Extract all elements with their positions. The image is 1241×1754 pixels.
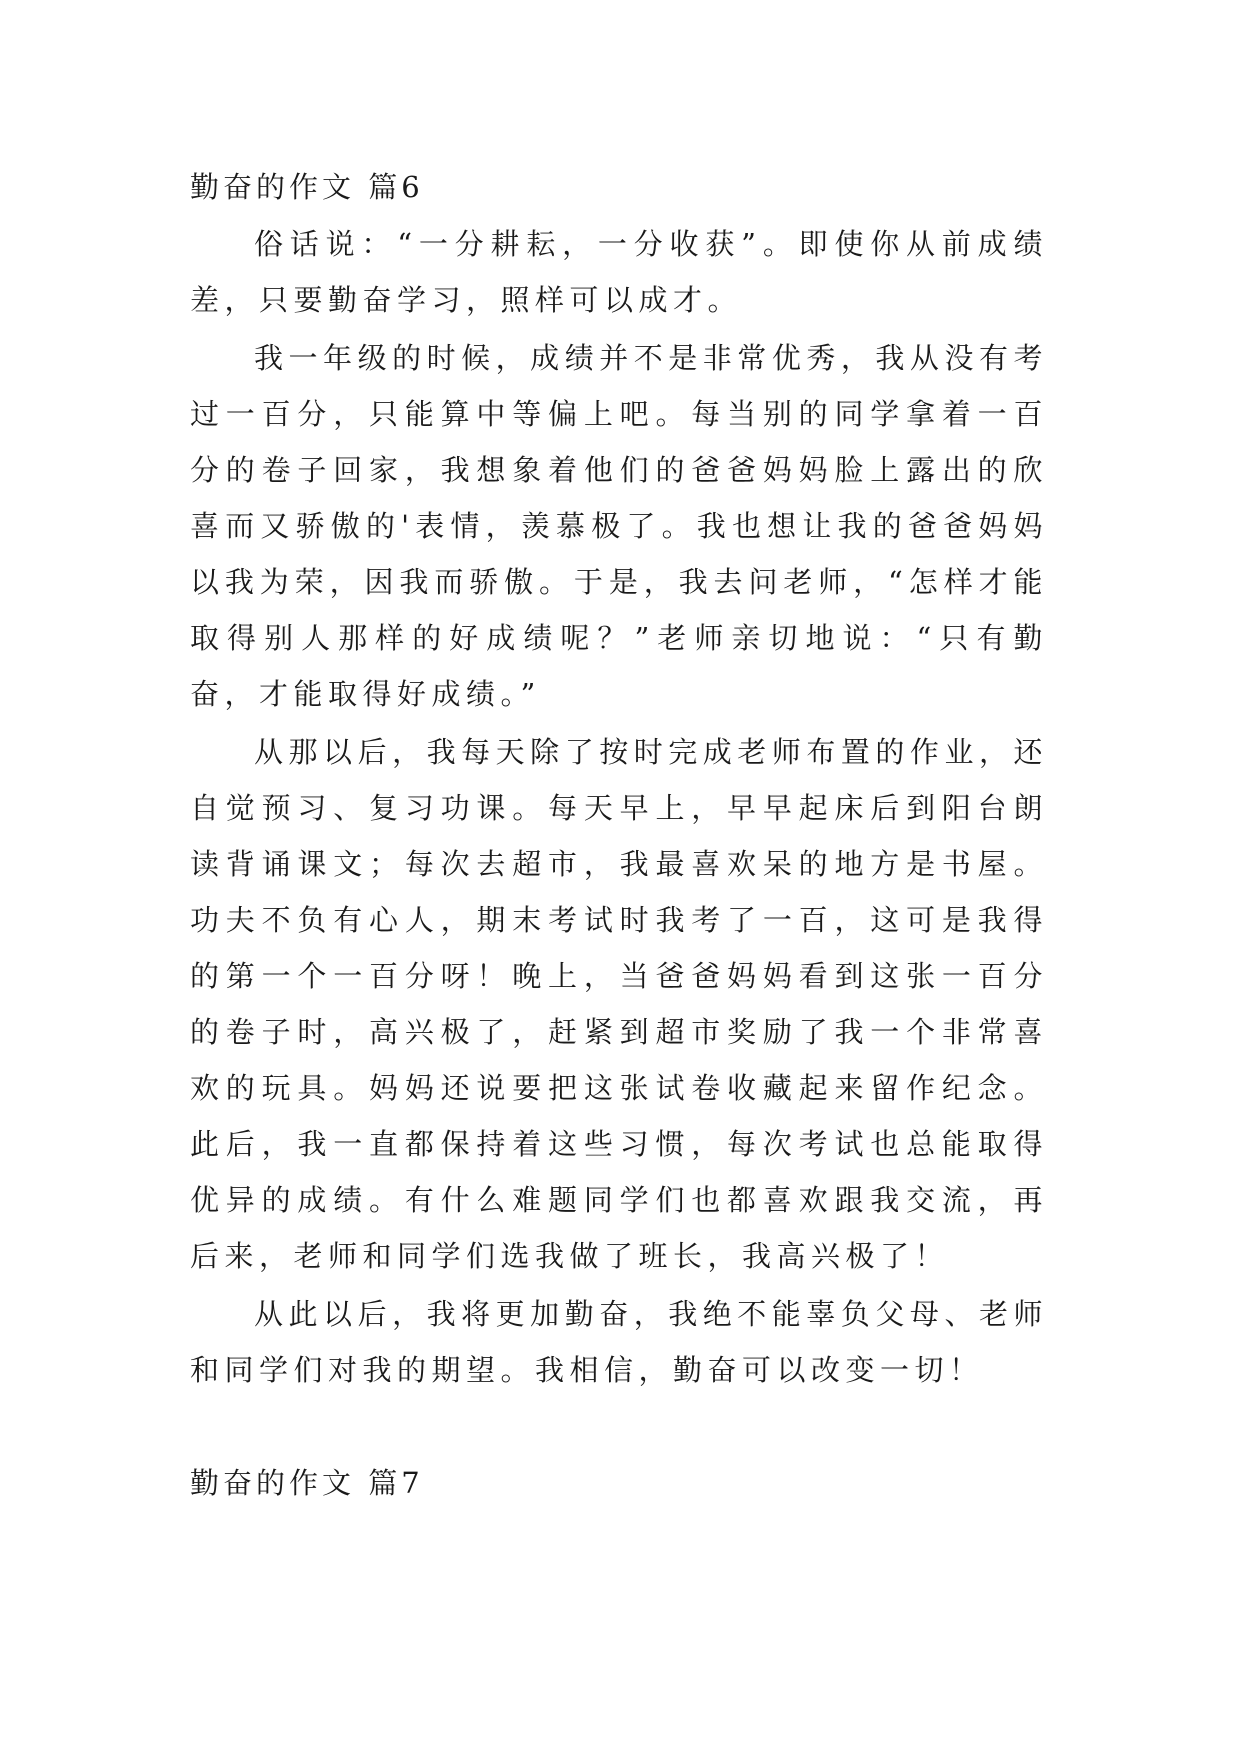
paragraph-1: 俗话说：“一分耕耘，一分收获”。即使你从前成绩差，只要勤奋学习，照样可以成才。 xyxy=(190,227,1048,317)
section-6-title: 勤奋的作文 篇6 xyxy=(190,170,424,204)
section-7-title: 勤奋的作文 篇7 xyxy=(190,1466,424,1500)
paragraph-3: 从那以后，我每天除了按时完成老师布置的作业，还自觉预习、复习功课。每天早上，早早起床后到阳台朗读背诵课文；每次去超市，我最喜欢呆的地方是书屋。功夫不负有心人，期末考试时我考了一百，这可是我得的第一个一百分呀！晚上，当爸爸妈妈看到这张一百分的卷子时，高兴极了，赶紧到超市奖励了我一个非常喜欢的玩具。妈妈还说要把这张试卷收藏起来留作纪念。此后，我一直都保持着这些习惯，每次考试也总能取得优异的成绩。有什么难题同学们也都喜欢跟我交流，再后来，老师和同学们选我做了班长，我高兴极了！ xyxy=(190,735,1048,1273)
paragraph-2: 我一年级的时候，成绩并不是非常优秀，我从没有考过一百分，只能算中等偏上吧。每当别的同学拿着一百分的卷子回家，我想象着他们的爸爸妈妈脸上露出的欣喜而又骄傲的'表情，羡慕极了。我也想让我的爸爸妈妈以我为荣，因我而骄傲。于是，我去问老师，“怎样才能取得别人那样的好成绩呢？”老师亲切地说：“只有勤奋，才能取得好成绩。” xyxy=(190,341,1048,711)
paragraph-4: 从此以后，我将更加勤奋，我绝不能辜负父母、老师和同学们对我的期望。我相信，勤奋可以改变一切！ xyxy=(190,1297,1048,1387)
document-page xyxy=(190,158,1048,1512)
